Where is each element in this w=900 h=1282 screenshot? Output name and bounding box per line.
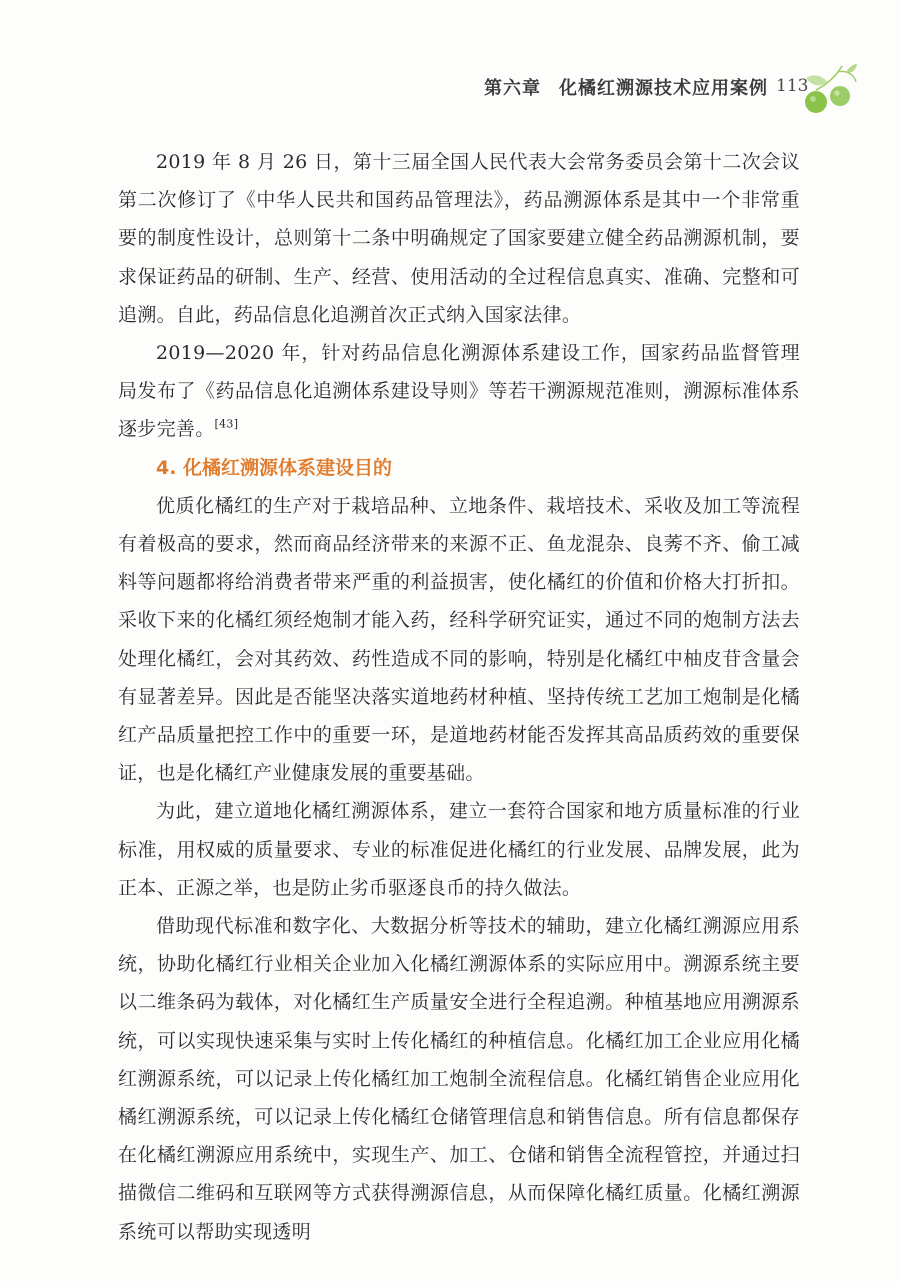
chapter-label: 第六章 (484, 78, 541, 99)
green-leaf-branch-icon (802, 62, 858, 120)
page-body (118, 143, 800, 1251)
section-heading: 4. 化橘红溯源体系建设目的 (156, 456, 393, 479)
running-header (0, 74, 900, 108)
running-header-text (484, 74, 768, 100)
page-number: 113 (776, 76, 809, 96)
paragraph-3: 优质化橘红的生产对于栽培品种、立地条件、栽培技术、采收及加工等流程有着极高的要求，然而商品经济带来的来源不正、鱼龙混杂、良莠不齐、偷工减料等问题都将给消费者带来严重的利益损害，使化橘红的价值和价格大打折扣。采收下来的化橘红须经炮制才能入药，经科学研究证实，通过不同的炮制方法去处理化橘红，会对其药效、药性造成不同的影响，特别是化橘红中柚皮苷含量会有显著差异。因此是否能坚决落实道地药材种植、坚持传统工艺加工炮制是化橘红产品质量把控工作中的重要一环，是道地药材能否发挥其高品质药效的重要保证，也是化橘红产业健康发展的重要基础。 (118, 494, 800, 785)
paragraph-4: 为此，建立道地化橘红溯源体系，建立一套符合国家和地方质量标准的行业标准，用权威的质量要求、专业的标准促进化橘红的行业发展、品牌发展，此为正本、正源之举，也是防止劣币驱逐良币的持久做法。 (118, 800, 800, 899)
chapter-title: 化橘红溯源技术应用案例 (559, 78, 768, 99)
paragraph-2 (118, 334, 800, 449)
citation-marker: [43] (214, 418, 239, 432)
paragraph-5: 借助现代标准和数字化、大数据分析等技术的辅助，建立化橘红溯源应用系统，协助化橘红行业相关企业加入化橘红溯源体系的实际应用中。溯源系统主要以二维条码为载体，对化橘红生产质量安全进行全程追溯。种植基地应用溯源系统，可以实现快速采集与实时上传化橘红的种植信息。化橘红加工企业应用化橘红溯源系统，可以记录上传化橘红加工炮制全流程信息。化橘红销售企业应用化橘红溯源系统，可以记录上传化橘红仓储管理信息和销售信息。所有信息都保存在化橘红溯源应用系统中，实现生产、加工、仓储和销售全流程管控，并通过扫描微信二维码和互联网等方式获得溯源信息，从而保障化橘红质量。化橘红溯源系统可以帮助实现透明 (118, 915, 800, 1243)
paragraph-2-text: 2019—2020 年，针对药品信息化溯源体系建设工作，国家药品监督管理局发布了《药品信息化追溯体系建设导则》等若干溯源规范准则，溯源标准体系逐步完善。 (118, 342, 800, 441)
paragraph-1: 2019 年 8 月 26 日，第十三届全国人民代表大会常务委员会第十二次会议第二次修订了《中华人民共和国药品管理法》，药品溯源体系是其中一个非常重要的制度性设计，总则第十二条中明确规定了国家要建立健全药品溯源机制，要求保证药品的研制、生产、经营、使用活动的全过程信息真实、准确、完整和可追溯。自此，药品信息化追溯首次正式纳入国家法律。 (118, 151, 800, 326)
